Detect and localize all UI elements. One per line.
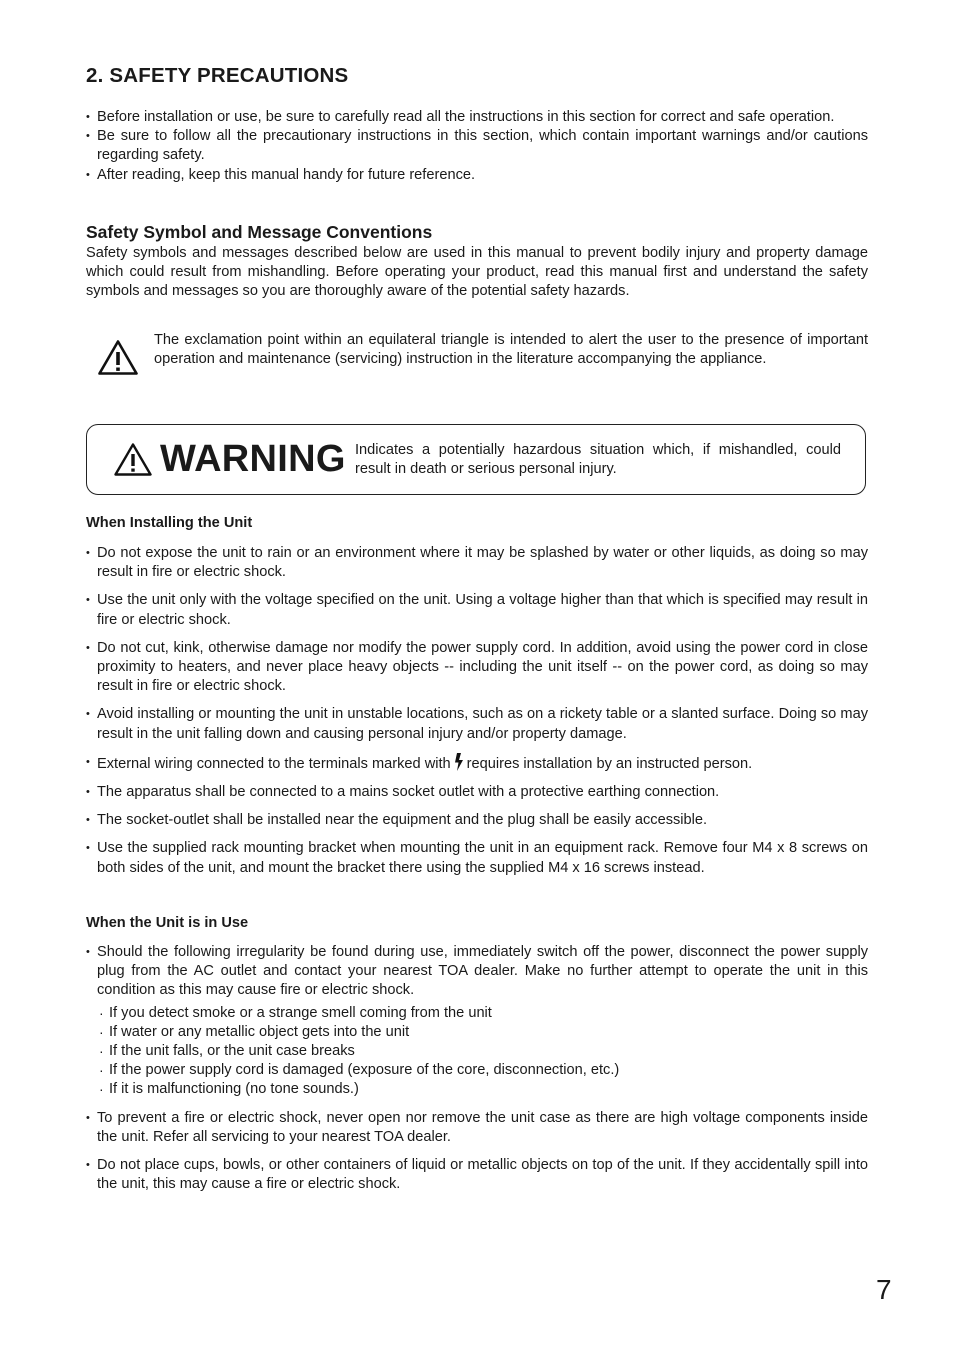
- installing-heading: When Installing the Unit: [86, 515, 253, 531]
- intro-list: [86, 108, 868, 185]
- list-item: • Be sure to follow all the precautionary instructions in this section, which contain important warnings and/or cautions regarding safety.: [86, 127, 868, 165]
- condition-item: · If the power supply cord is damaged (exposure of the core, disconnection, etc.): [97, 1061, 868, 1080]
- installing-list: [86, 544, 868, 887]
- warning-box: [86, 424, 866, 495]
- exclamation-triangle-icon: [97, 339, 139, 376]
- list-item: • Do not expose the unit to rain or an environment where it may be splashed by water or other liquids, as doing so may result in fire or electric shock.: [86, 544, 868, 582]
- condition-item: · If water or any metallic object gets into the unit: [97, 1023, 868, 1042]
- condition-item: · If the unit falls, or the unit case breaks: [97, 1042, 868, 1061]
- in-use-heading: When the Unit is in Use: [86, 915, 249, 931]
- lightning-bolt-icon: [454, 753, 464, 771]
- list-item: • Avoid installing or mounting the unit in unstable locations, such as on a rickety table or a slanted surface. Doing so may result in the unit falling down and causing personal injury and/or property damage.: [86, 705, 868, 743]
- list-item: • The apparatus shall be connected to a mains socket outlet with a protective earthing connection.: [86, 783, 868, 802]
- page-number: 7: [876, 1274, 892, 1305]
- in-use-first-text: Should the following irregularity be found during use, immediately switch off the power, disconnect the power supply plug from the AC outlet and contact your nearest TOA dealer. Make no further attempt to operate the unit in this condition as this may cause fire or electric shock.: [97, 944, 868, 999]
- list-item: • Use the unit only with the voltage specified on the unit. Using a voltage higher than that which is specified may result in fire or electric shock.: [86, 591, 868, 629]
- list-item: [86, 943, 868, 1100]
- in-use-list: [86, 943, 868, 1203]
- list-item: • The socket-outlet shall be installed near the equipment and the plug shall be easily accessible.: [86, 811, 868, 830]
- conditions-list: [97, 1004, 868, 1100]
- conventions-heading: Safety Symbol and Message Conventions: [86, 222, 433, 242]
- warning-triangle-icon: [113, 442, 153, 477]
- wiring-text-before: External wiring connected to the terminals marked with: [97, 755, 451, 772]
- warning-description: Indicates a potentially hazardous situation which, if mishandled, could result in death or serious personal injury.: [355, 442, 841, 478]
- wiring-text-after: requires installation by an instructed person.: [466, 755, 753, 772]
- condition-item: · If you detect smoke or a strange smell coming from the unit: [97, 1004, 868, 1023]
- page-title: 2. SAFETY PRECAUTIONS: [86, 64, 349, 87]
- conventions-body: Safety symbols and messages described below are used in this manual to prevent bodily injury and property damage which could result from mishandling. Before operating your product, read this manual first and understand the safety symbols and messages so you are thoroughly aware of the potential safety hazards.: [86, 245, 868, 300]
- list-item: • Before installation or use, be sure to carefully read all the instructions in this section for correct and safe operation.: [86, 108, 868, 127]
- list-item: • Use the supplied rack mounting bracket when mounting the unit in an equipment rack. Remove four M4 x 8 screws on both sides of the unit, and mount the bracket there using the supplied M4 x 16 screws instead.: [86, 839, 868, 877]
- condition-item: · If it is malfunctioning (no tone sounds.): [97, 1080, 868, 1099]
- exclamation-note: The exclamation point within an equilateral triangle is intended to alert the user to the presence of important operation and maintenance (servicing) instruction in the literature accompanying the appliance.: [154, 332, 868, 368]
- list-item: [86, 753, 868, 774]
- list-item: • Do not place cups, bowls, or other containers of liquid or metallic objects on top of the unit. If they accidentally spill into the unit, this may cause a fire or electric shock.: [86, 1156, 868, 1194]
- list-item: • Do not cut, kink, otherwise damage nor modify the power supply cord. In addition, avoid using the power cord in close proximity to heaters, and never place heavy objects -- including the unit itself -- on the power cord, as doing so may result in fire or electric shock.: [86, 639, 868, 697]
- list-item: • After reading, keep this manual handy for future reference.: [86, 166, 868, 185]
- list-item: • To prevent a fire or electric shock, never open nor remove the unit case as there are high voltage components inside the unit. Refer all servicing to your nearest TOA dealer.: [86, 1109, 868, 1147]
- warning-label: WARNING: [160, 438, 346, 480]
